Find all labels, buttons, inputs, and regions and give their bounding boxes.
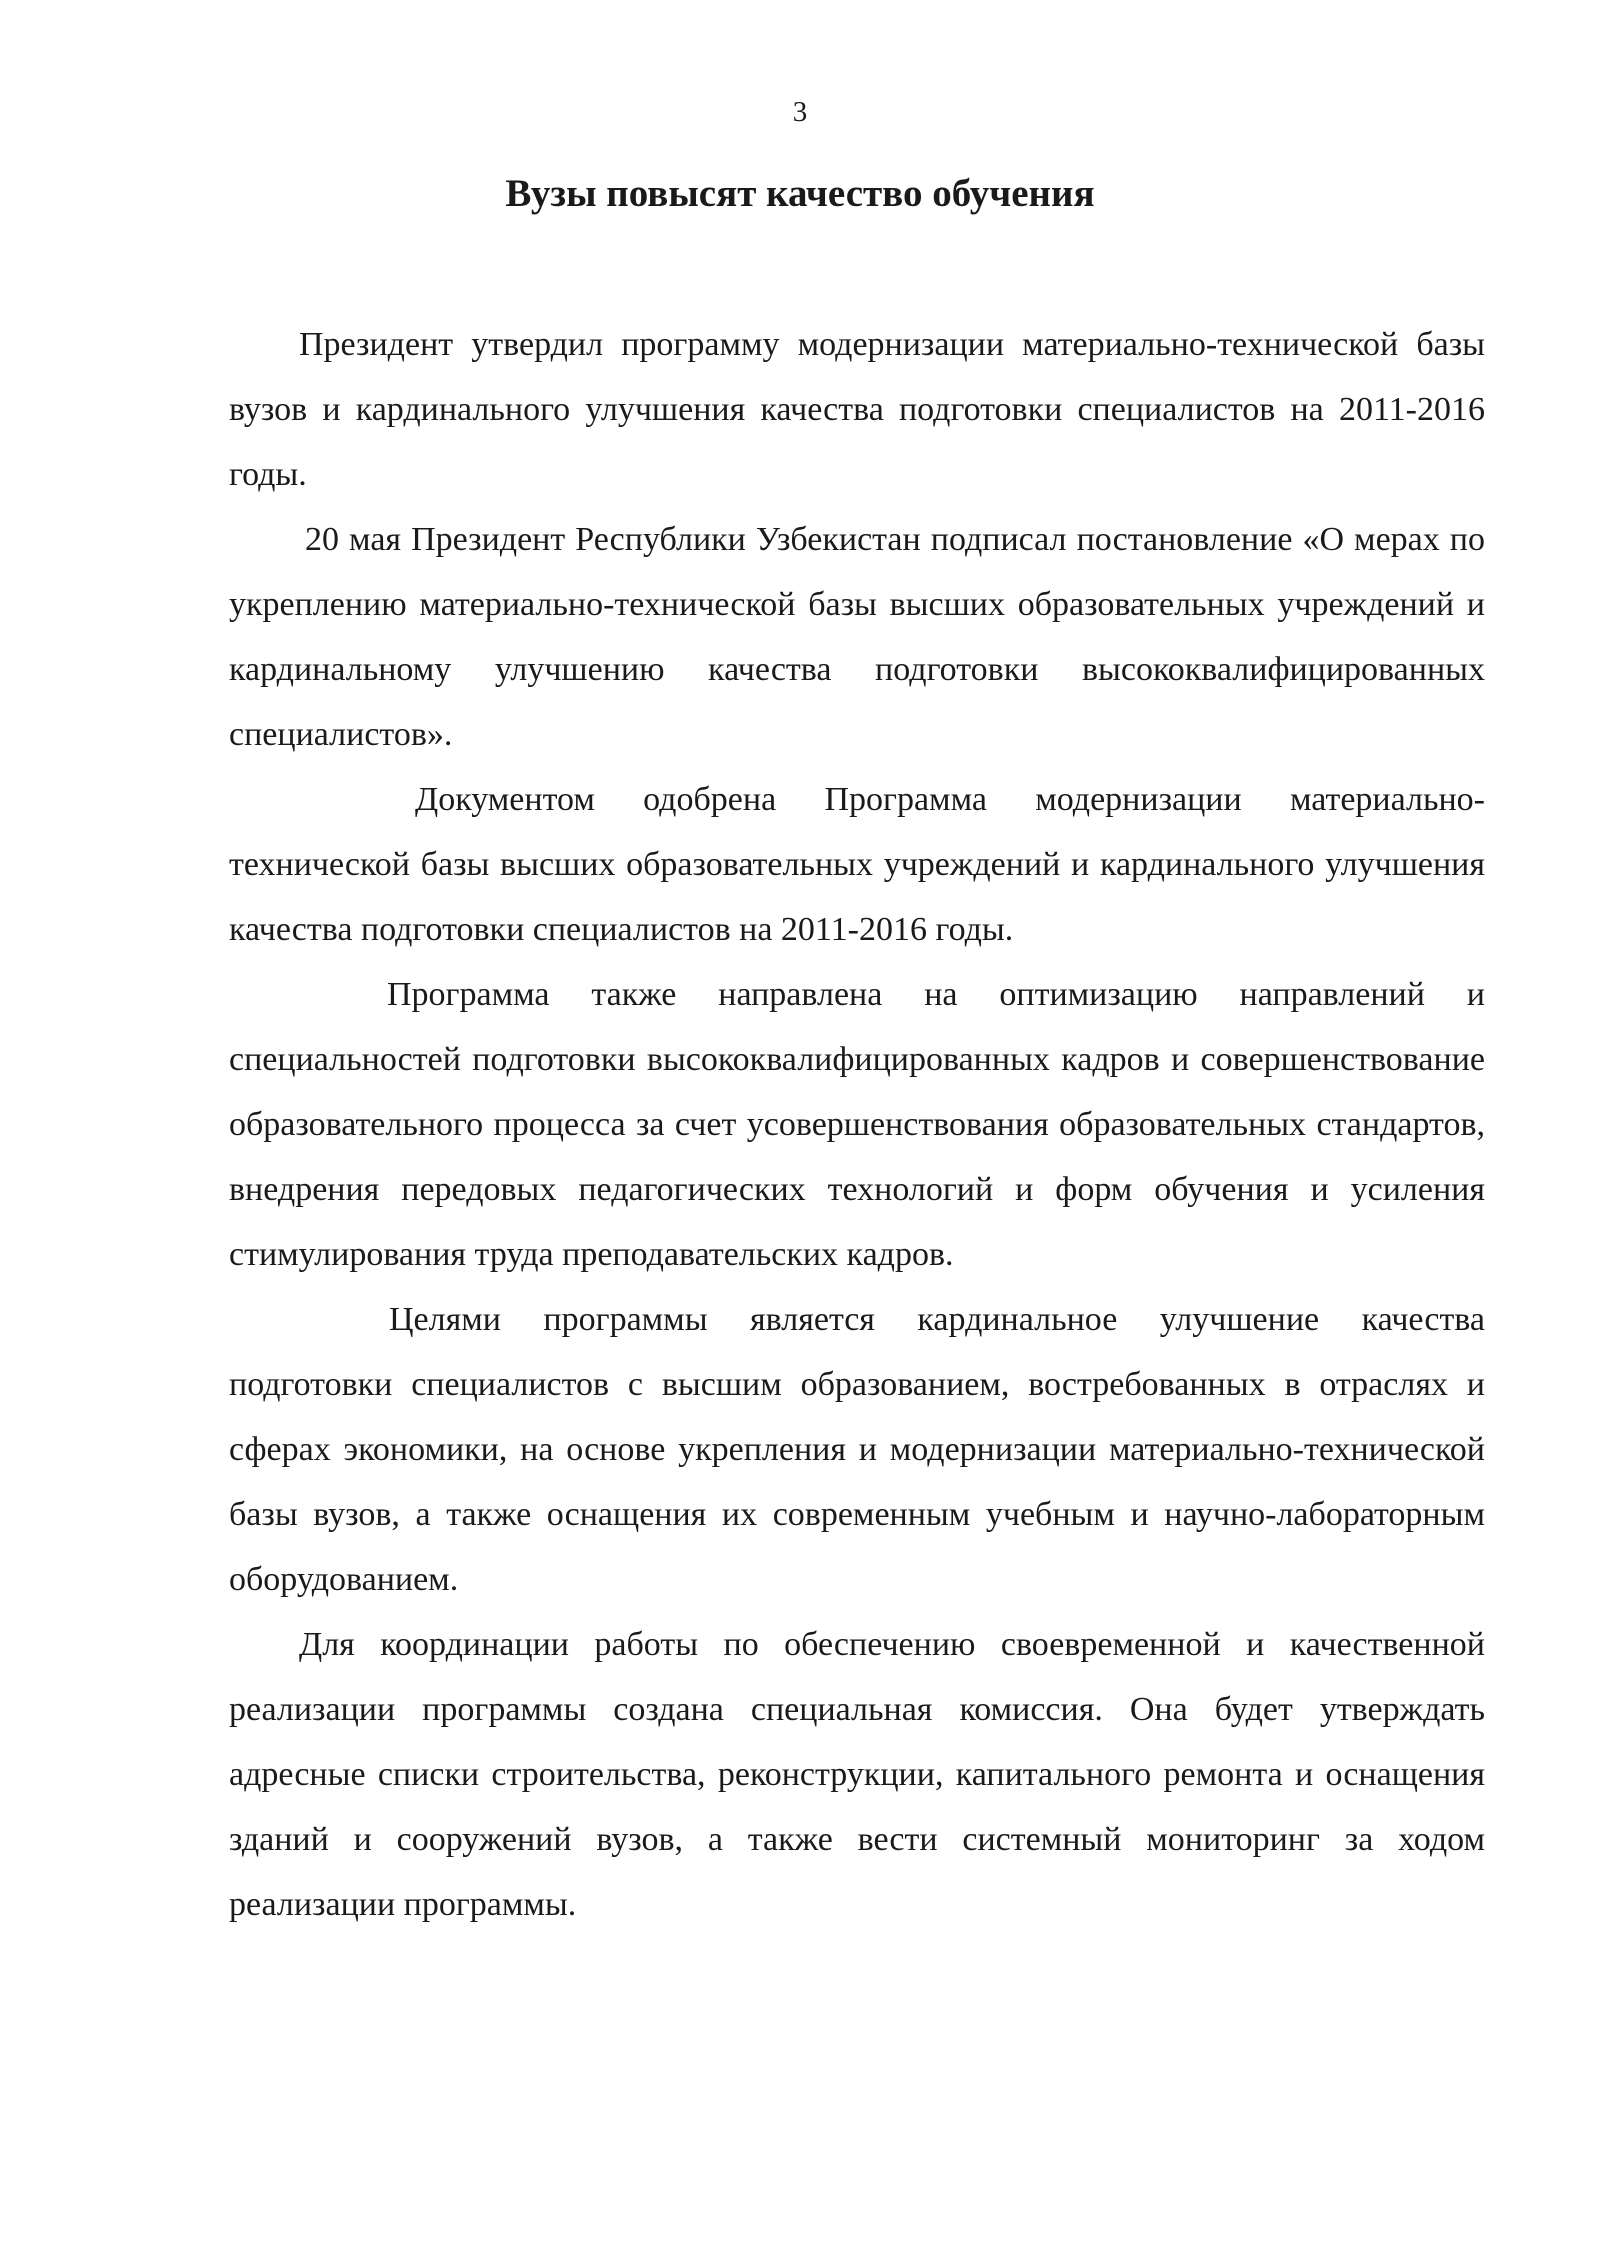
paragraph-5: Целями программы является кардинальное улучшение качества подготовки специалистов с высшим образованием, востребованных в отраслях и сферах экономики, на основе укрепления и модернизации материально-технической базы вузов, а также оснащения их современным учебным и научно-лабораторным оборудованием.	[229, 1301, 1485, 1598]
paragraph-2: 20 мая Президент Республики Узбекистан подписал постановление «О мерах по укреплению материально-технической базы высших образовательных учреждений и кардинальному улучшению качества подготовки высококвалифицированных специалистов».	[229, 521, 1485, 753]
paragraph-1: Президент утвердил программу модернизации материально-технической базы вузов и кардинального улучшения качества подготовки специалистов на 2011-2016 годы.	[229, 326, 1485, 493]
page-title: Вузы повысят качество обучения	[505, 172, 1095, 215]
paragraph-4: Программа также направлена на оптимизацию направлений и специальностей подготовки высококвалифицированных кадров и совершенствование образовательного процесса за счет усовершенствования образовательных стандартов, внедрения передовых педагогических технологий и форм обучения и усиления стимулирования труда преподавательских кадров.	[229, 976, 1485, 1273]
paragraph-3: Документом одобрена Программа модернизации материально-технической базы высших образовательных учреждений и кардинального улучшения качества подготовки специалистов на 2011-2016 годы.	[229, 781, 1485, 948]
page-number: 3	[792, 96, 808, 128]
article-body	[229, 312, 1485, 1937]
paragraph-6: Для координации работы по обеспечению своевременной и качественной реализации программы создана специальная комиссия. Она будет утверждать адресные списки строительства, реконструкции, капитального ремонта и оснащения зданий и сооружений вузов, а также вести системный мониторинг за ходом реализации программы.	[229, 1626, 1485, 1923]
